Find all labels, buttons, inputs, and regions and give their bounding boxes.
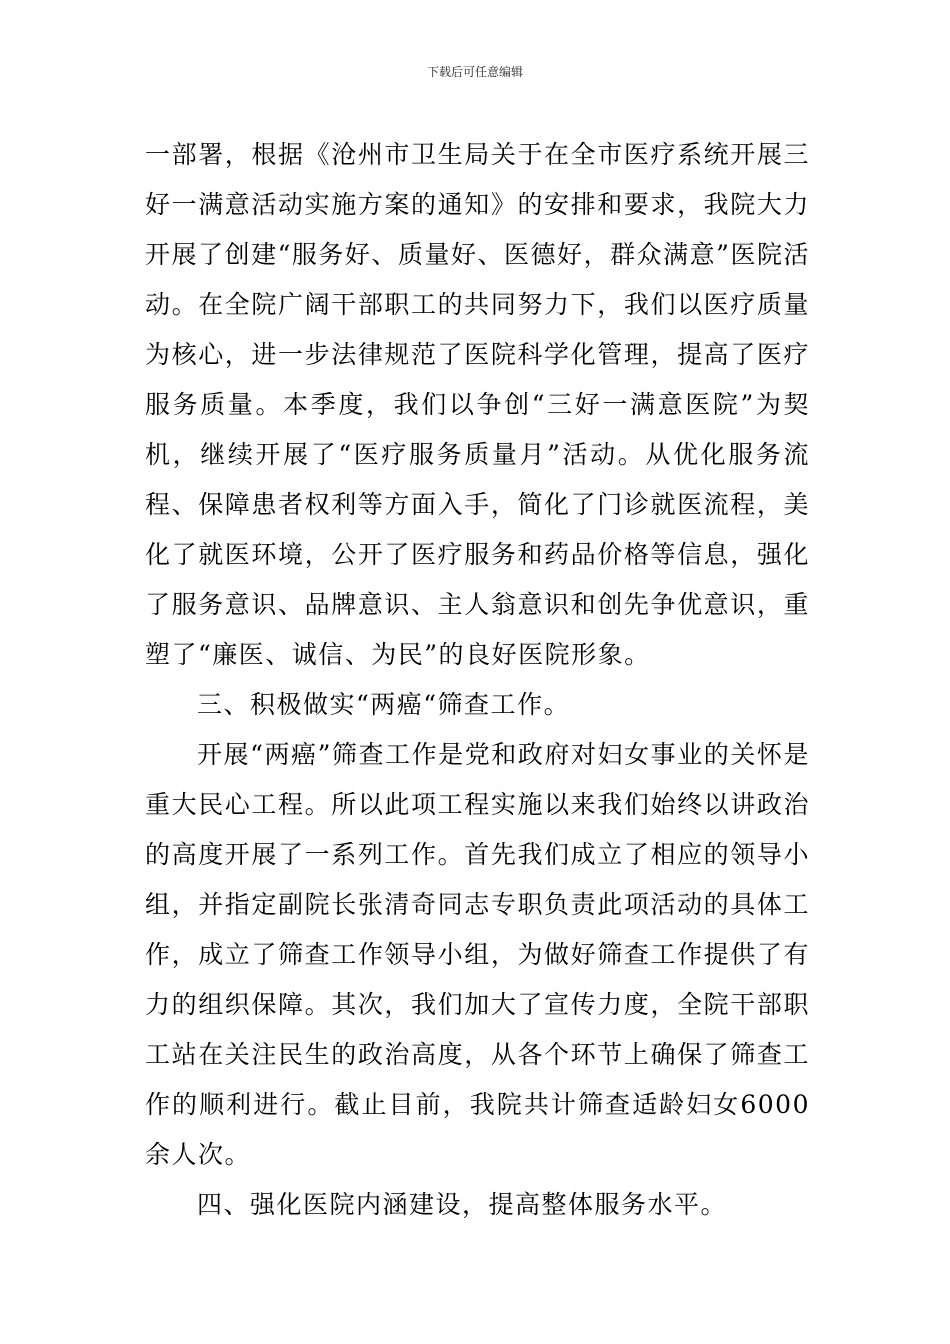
section-heading-4: 四、强化医院内涵建设，提高整体服务水平。 xyxy=(197,1190,728,1219)
paragraph-screening: 开展“两癌”筛查工作是党和政府对妇女事业的关怀是重大民心工程。所以此项工程实施以来我们始终以讲政治的高度开展了一系列工作。首先我们成立了相应的领导小组，并指定副院长张清奇同志专职负责此项活动的具体工作，成立了筛查工作领导小组，为做好筛查工作提供了有力的组织保障。其次，我们加大了宣传力度，全院干部职工站在关注民生的政治高度，从各个环节上确保了筛查工作的顺利进行。截止目前，我院共计筛查适龄妇女6000余人次。 xyxy=(145,740,810,1169)
document-body xyxy=(145,130,810,1230)
paragraph-continued: 一部署，根据《沧州市卫生局关于在全市医疗系统开展三好一满意活动实施方案的通知》的安排和要求，我院大力开展了创建“服务好、质量好、医德好，群众满意”医院活动。在全院广阔干部职工的共同努力下，我们以医疗质量为核心，进一步法律规范了医院科学化管理，提高了医疗服务质量。本季度，我们以争创“三好一满意医院”为契机，继续开展了“医疗服务质量月”活动。从优化服务流程、保障患者权利等方面入手，简化了门诊就医流程，美化了就医环境，公开了医疗服务和药品价格等信息，强化了服务意识、品牌意识、主人翁意识和创先争优意识，重塑了“廉医、诚信、为民”的良好医院形象。 xyxy=(145,140,810,669)
page-header: 下载后可任意编辑 xyxy=(426,65,523,79)
section-heading-3: 三、积极做实“两癌“筛查工作。 xyxy=(197,690,571,719)
